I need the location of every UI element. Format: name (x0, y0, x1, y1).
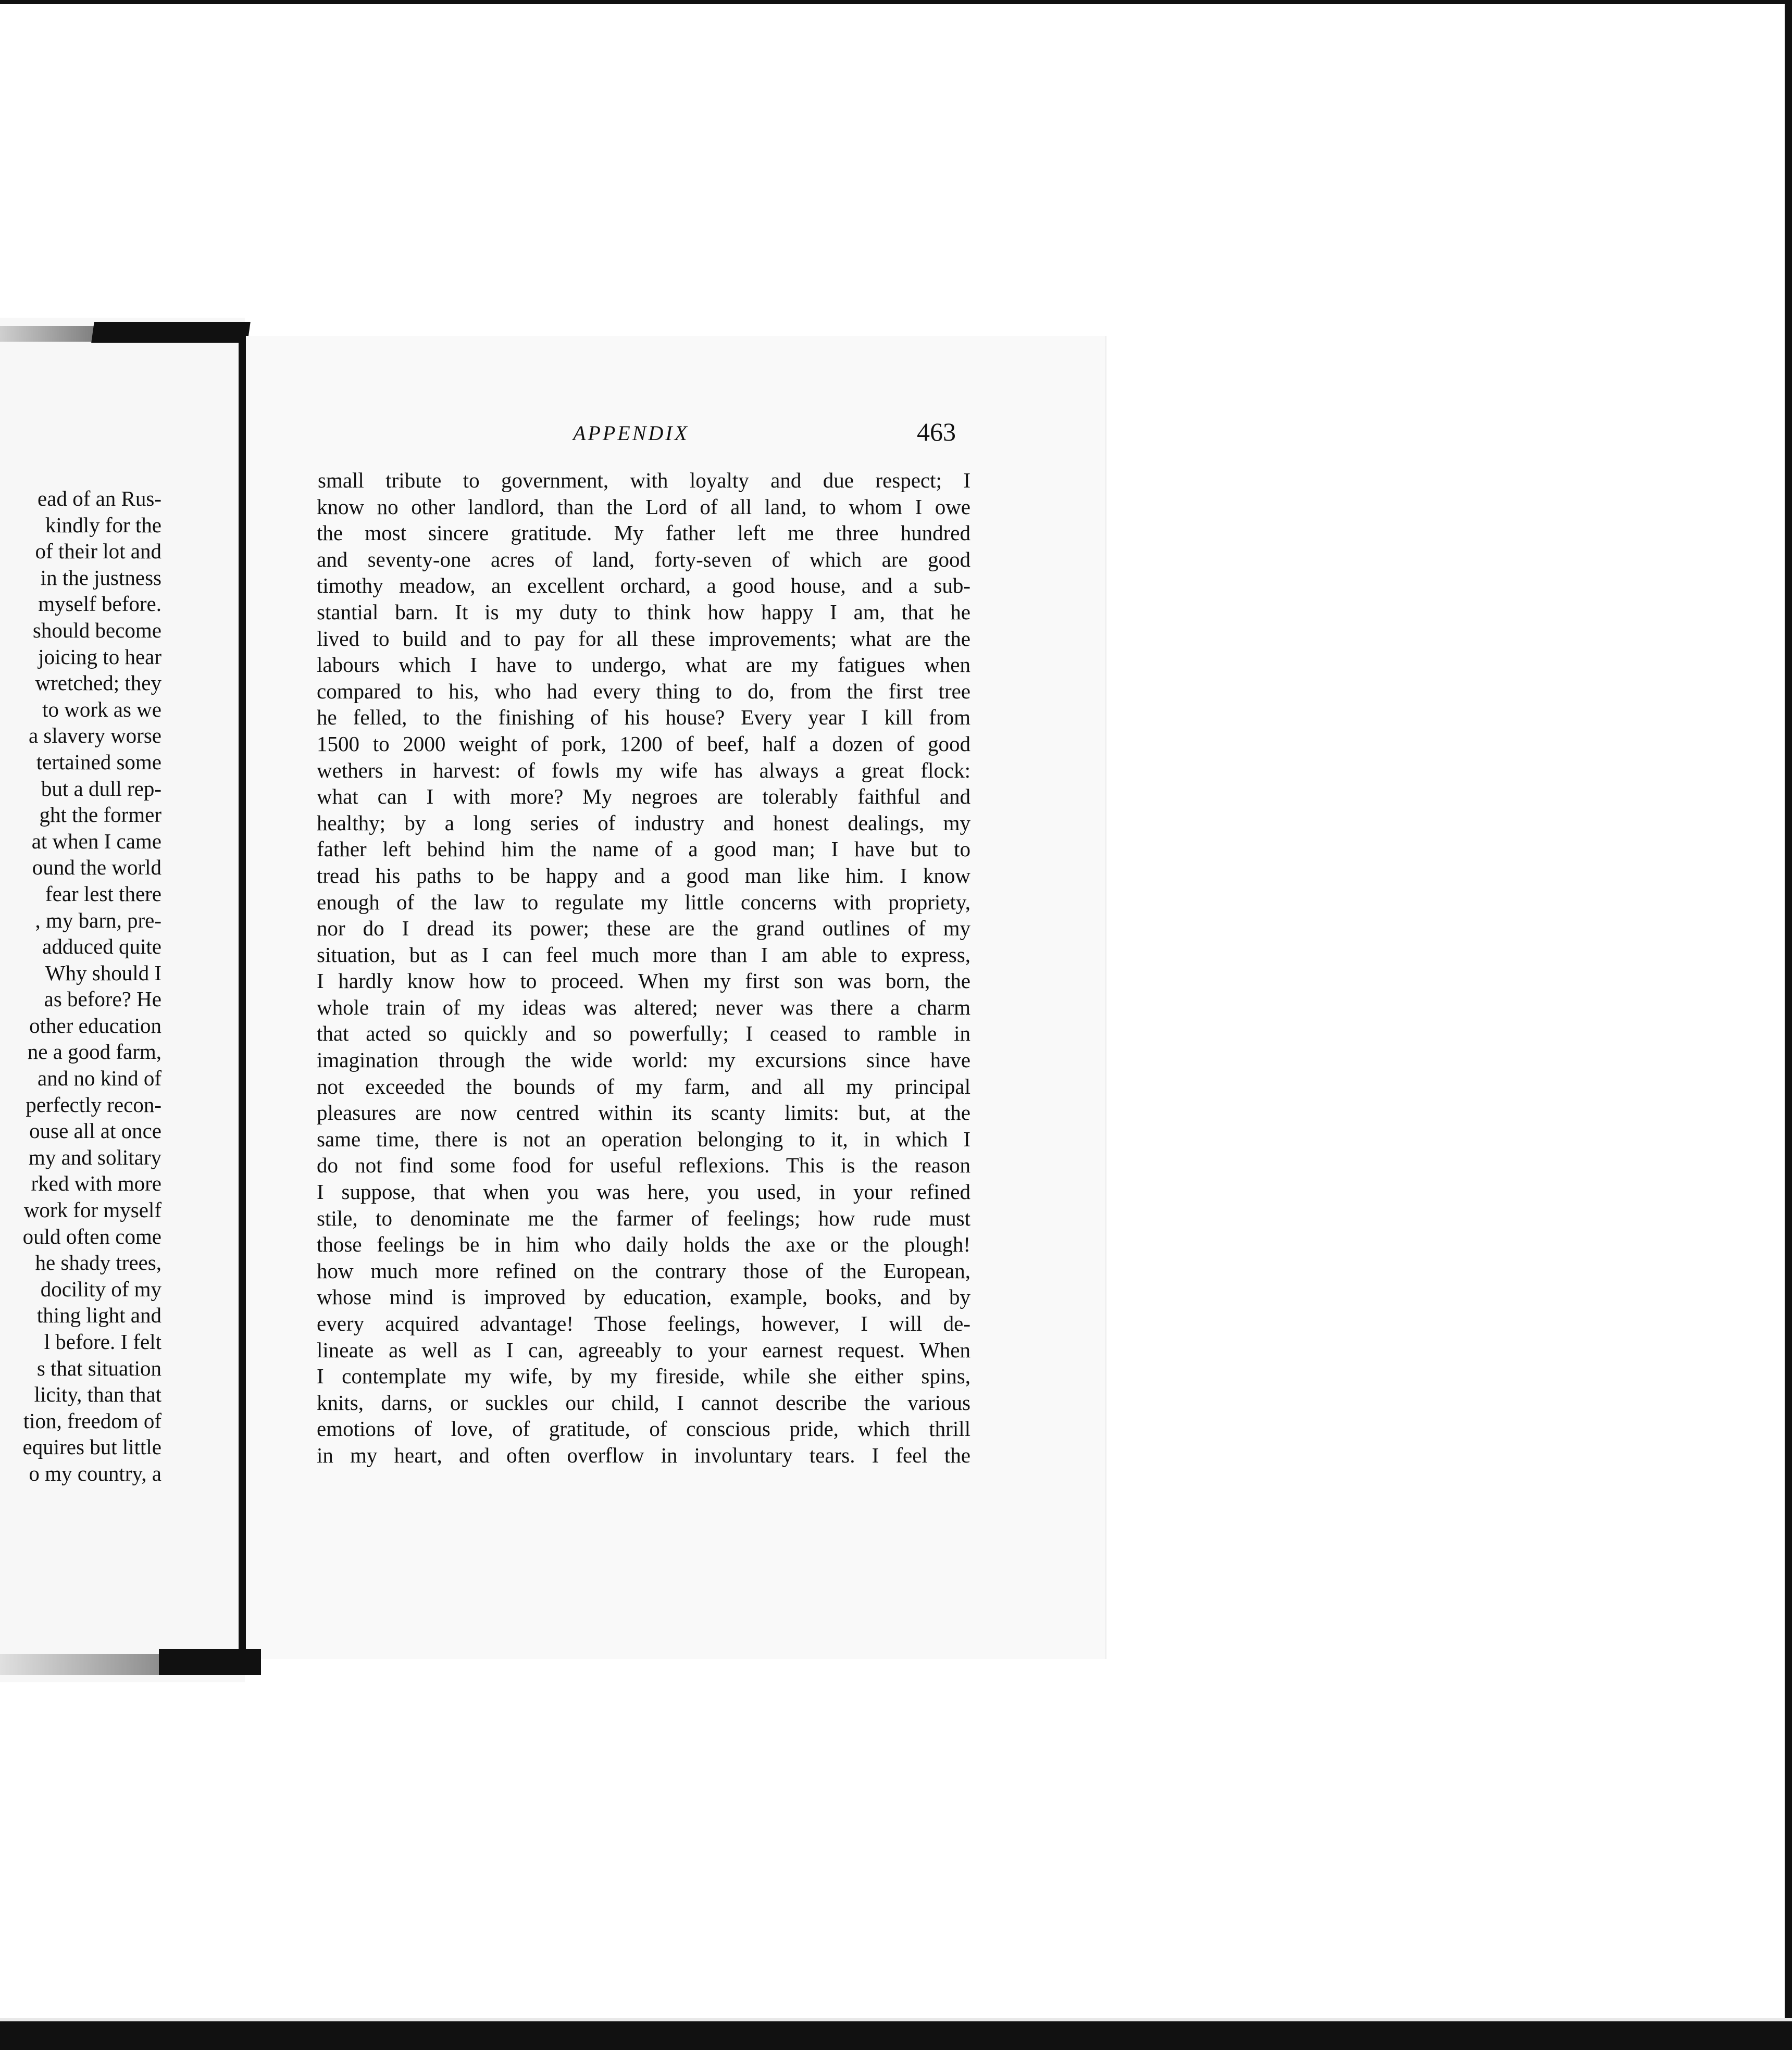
previous-page-fragment (0, 318, 245, 1682)
previous-page-line: work for myself (23, 1198, 161, 1222)
text-line: in my heart, and often overflow in involuntary tears. I feel the (317, 1443, 970, 1467)
binding-clip-top (91, 322, 251, 343)
previous-page-line: ould often come (22, 1224, 161, 1248)
previous-page-line: o my country, a (29, 1461, 161, 1485)
previous-page-line: as before? He (44, 987, 161, 1011)
text-line: and seventy-one acres of land, forty-seven of which are good (317, 547, 970, 571)
text-line: those feelings be in him who daily holds the axe or the plough! (317, 1232, 970, 1257)
previous-page-line: Why should I (45, 960, 161, 985)
text-line: I contemplate my wife, by my fireside, while she either spins, (317, 1364, 970, 1389)
text-line: the most sincere gratitude. My father left me three hundred (317, 521, 970, 545)
text-line: lived to build and to pay for all these improvements; what are the (317, 626, 970, 651)
text-line: same time, there is not an operation belonging to it, in which I (317, 1127, 970, 1151)
previous-page-line: joicing to hear (38, 644, 161, 669)
text-line: stile, to denominate me the farmer of feelings; how rude must (317, 1206, 970, 1230)
scan-border-right (1785, 0, 1792, 2050)
previous-page-line: docility of my (40, 1277, 161, 1301)
text-line: that acted so quickly and so powerfully; I ceased to ramble in (317, 1021, 970, 1046)
previous-page-text (23, 485, 161, 1487)
previous-page-line: wretched; they (35, 671, 161, 695)
previous-page-line: thing light and (36, 1303, 161, 1328)
previous-page-line: s that situation (36, 1356, 161, 1380)
page-number: 463 (917, 417, 956, 446)
previous-page-line: to work as we (42, 697, 161, 721)
previous-page-line: other education (29, 1013, 161, 1038)
previous-page-line: ouse all at once (29, 1119, 161, 1143)
text-line: small tribute to government, with loyalty and due respect; I (318, 468, 970, 492)
previous-page-line: fear lest there (45, 881, 161, 906)
text-line: knits, darns, or suckles our child, I cannot describe the various (317, 1390, 970, 1415)
running-head: APPENDIX (573, 421, 690, 445)
text-line: nor do I dread its power; these are the grand outlines of my (317, 916, 970, 941)
previous-page-line: ound the world (32, 855, 161, 880)
text-line: how much more refined on the contrary those of the European, (317, 1258, 970, 1283)
binding-shadow-top (0, 326, 104, 342)
text-line: I hardly know how to proceed. When my first son was born, the (317, 969, 970, 993)
text-line: lineate as well as I can, agreeably to your earnest request. When (317, 1338, 970, 1362)
text-line: pleasures are now centred within its scanty limits: but, at the (317, 1101, 970, 1125)
previous-page-line: kindly for the (45, 512, 161, 537)
text-line: he felled, to the finishing of his house? Every year I kill from (317, 705, 970, 730)
text-line: wethers in harvest: of fowls my wife has always a great flock: (317, 758, 970, 782)
previous-page-line: licity, than that (34, 1382, 161, 1407)
previous-page-line: should become (32, 618, 161, 642)
text-line: whole train of my ideas was altered; never was there a charm (317, 995, 970, 1019)
previous-page-line: equires but little (22, 1435, 161, 1459)
text-line: not exceeded the bounds of my farm, and all my principal (317, 1074, 970, 1098)
previous-page-line: myself before. (38, 592, 161, 616)
previous-page-line: ght the former (39, 803, 161, 827)
previous-page-line: and no kind of (38, 1066, 161, 1091)
previous-page-line: a slavery worse (28, 723, 161, 748)
previous-page-line: rked with more (31, 1171, 161, 1196)
page-body-text (317, 467, 970, 1469)
previous-page-line: , my barn, pre- (35, 908, 161, 932)
previous-page-line: perfectly recon- (26, 1092, 161, 1117)
binding-clip-bottom (159, 1649, 261, 1675)
binding-edge (239, 333, 246, 1651)
previous-page-line: my and solitary (28, 1145, 161, 1169)
text-line: emotions of love, of gratitude, of conscious pride, which thrill (317, 1417, 970, 1441)
text-line: enough of the law to regulate my little concerns with propriety, (317, 890, 970, 914)
previous-page-line: ead of an Rus- (38, 486, 161, 510)
text-line: 1500 to 2000 weight of pork, 1200 of beef, half a dozen of good (317, 731, 970, 756)
previous-page-line: at when I came (31, 829, 161, 853)
text-line: father left behind him the name of a good man; I have but to (317, 837, 970, 861)
previous-page-line: ne a good farm, (27, 1040, 161, 1064)
previous-page-line: l before. I felt (44, 1330, 161, 1354)
scan-border-top (0, 0, 1792, 4)
previous-page-line: tertained some (36, 749, 161, 774)
binding-shadow-bottom (0, 1654, 167, 1675)
previous-page-line: adduced quite (42, 934, 161, 959)
text-line: situation, but as I can feel much more than I am able to express, (317, 942, 970, 967)
text-line: healthy; by a long series of industry and honest dealings, my (317, 810, 970, 835)
previous-page-line: he shady trees, (35, 1251, 161, 1275)
text-line: whose mind is improved by education, example, books, and by (317, 1285, 970, 1309)
text-line: know no other landlord, than the Lord of all land, to whom I owe (317, 494, 970, 519)
scan-border-bottom (0, 2021, 1792, 2050)
text-line: timothy meadow, an excellent orchard, a good house, and a sub- (317, 573, 970, 598)
text-line: imagination through the wide world: my excursions since have (317, 1048, 970, 1072)
text-line: stantial barn. It is my duty to think how happy I am, that he (317, 599, 970, 624)
text-line: do not find some food for useful reflexions. This is the reason (317, 1153, 970, 1178)
previous-page-line: of their lot and (35, 539, 161, 564)
previous-page-line: in the justness (40, 565, 161, 590)
text-line: what can I with more? My negroes are tolerably faithful and (317, 784, 970, 809)
text-line: I suppose, that when you was here, you used, in your refined (317, 1180, 970, 1204)
text-line: every acquired advantage! Those feelings, however, I will de- (317, 1311, 970, 1335)
text-line: compared to his, who had every thing to do, from the first tree (317, 679, 970, 703)
text-line: tread his paths to be happy and a good man like him. I know (317, 863, 970, 888)
text-line: labours which I have to undergo, what are my fatigues when (317, 653, 970, 677)
previous-page-line: tion, freedom of (23, 1408, 161, 1433)
previous-page-line: but a dull rep- (41, 776, 161, 801)
